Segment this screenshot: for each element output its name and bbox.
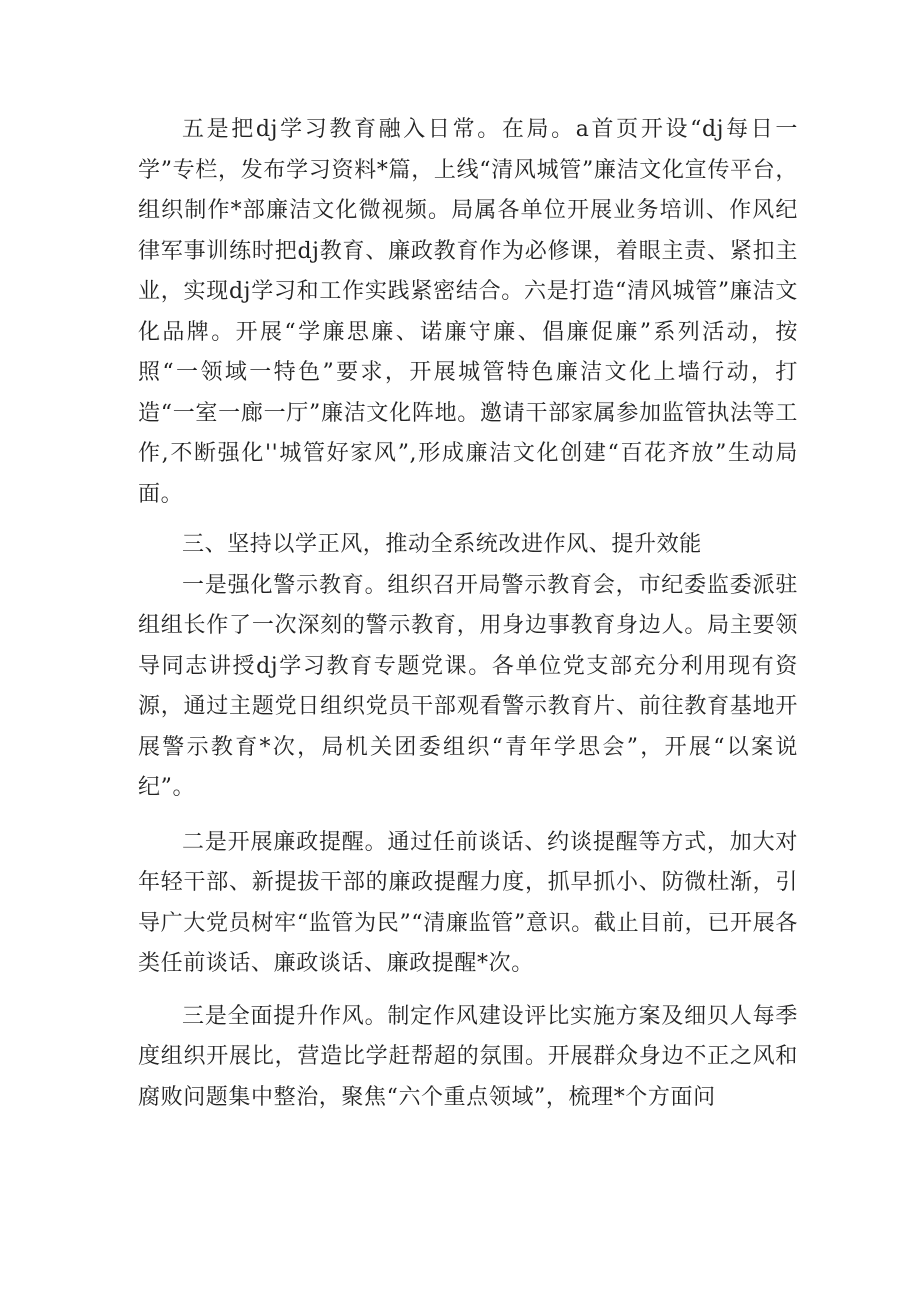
paragraph-warning-education: 一是强化警示教育。组织召开局警示教育会，市纪委监委派驻组组长作了一次深刻的警示教育，用身边事教育身边人。局主要领导同志讲授dj学习教育专题党课。各单位党支部充分利用现有资源，通过主题党日组织党员干部观看警示教育片、前往教育基地开展警示教育*次，局机关团委组织“青年学思会”，开展“以案说纪”。	[138, 572, 798, 800]
paragraph-five-six: 五是把dj学习教育融入日常。在局。a首页开设“dj每日一学”专栏，发布学习资料*篇，上线“清风城管”廉洁文化宣传平台，组织制作*部廉洁文化微视频。局属各单位开展业务培训、作风纪律军事训练时把dj教育、廉政教育作为必修课，着眼主责、紧扣主业，实现dj学习和工作实践紧密结合。六是打造“清风城管”廉洁文化品牌。开展“学廉思廉、诺廉守廉、倡廉促廉”系列活动，按照“一领域一特色”要求，开展城管特色廉洁文化上墙行动，打造“一室一廊一厅”廉洁文化阵地。邀请干部家属参加监管执法等工作,不断强化''城管好家风”,形成廉洁文化创建“百花齐放”生动局面。	[138, 117, 798, 507]
paragraph-improve-style: 三是全面提升作风。制定作风建设评比实施方案及细贝人每季度组织开展比，营造比学赶帮超的氛围。开展群众身边不正之风和腐败问题集中整治，聚焦“六个重点领域”，梳理*个方面问	[138, 1003, 798, 1110]
document-body	[138, 110, 798, 1132]
section-heading-three: 三、坚持以学正风，推动全系统改进作风、提升效能	[182, 532, 702, 557]
paragraph-integrity-reminder: 二是开展廉政提醒。通过任前谈话、约谈提醒等方式，加大对年轻干部、新提拔干部的廉政提醒力度，抓早抓小、防微杜渐，引导广大党员树牢“监管为民”“清廉监管”意识。截止目前，已开展各类任前谈话、廉政谈话、廉政提醒*次。	[138, 829, 798, 976]
